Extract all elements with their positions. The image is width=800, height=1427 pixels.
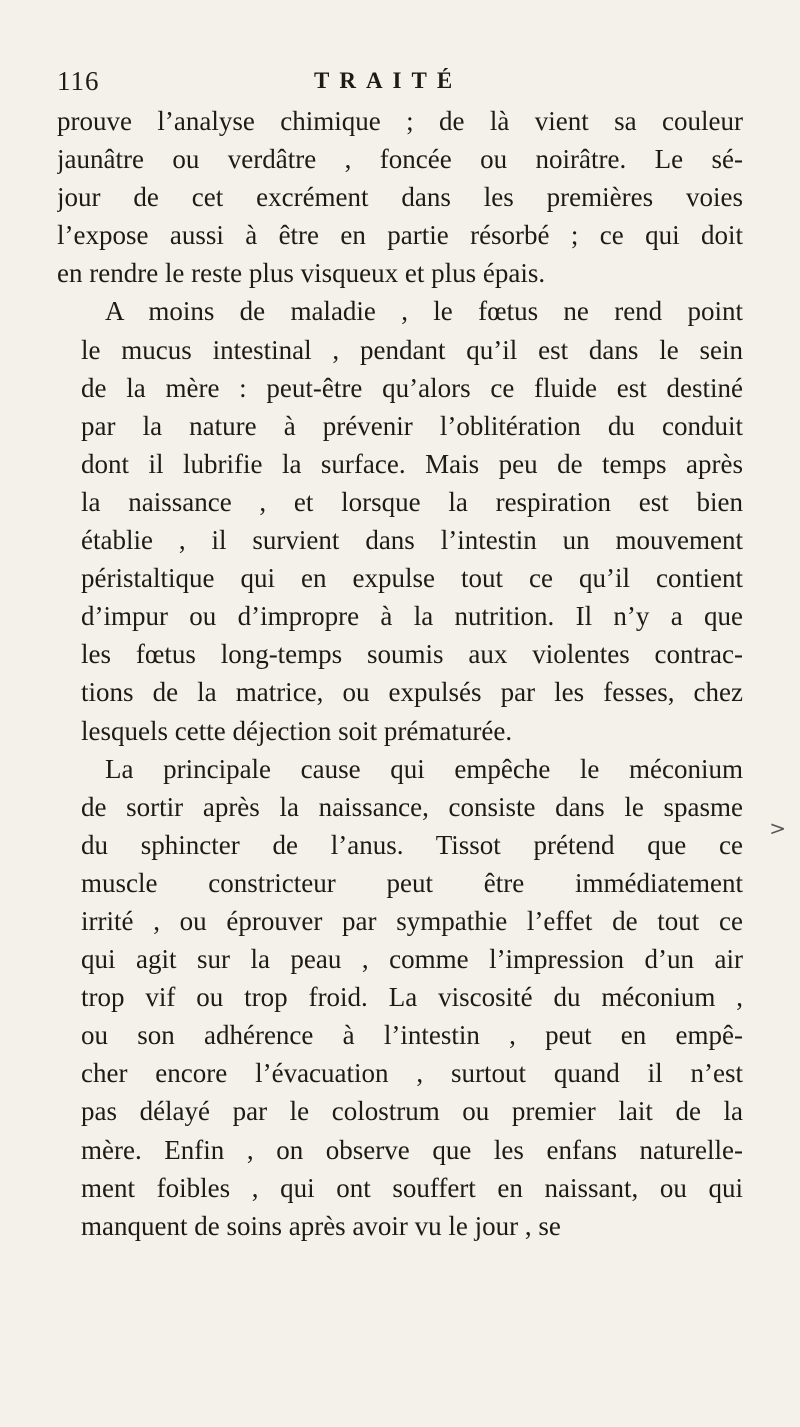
text-line: dont il lubrifie la surface. Mais peu de temps après [81, 448, 743, 479]
paragraph [57, 292, 743, 749]
body-text [57, 102, 743, 1245]
text-line: manquent de soins après avoir vu le jour , se [81, 1210, 561, 1241]
text-line: d’impur ou d’impropre à la nutrition. Il n’y a que [81, 601, 743, 632]
text-line: péristaltique qui en expulse tout ce qu’il contient [81, 563, 743, 594]
text-line: de la mère : peut-être qu’alors ce fluide est destiné [81, 372, 743, 403]
running-head [57, 66, 743, 100]
text-line: de sortir après la naissance, consiste dans le spasme [81, 791, 743, 822]
text-line: A moins de maladie , le fœtus ne rend point [105, 296, 743, 327]
text-line: la naissance , et lorsque la respiration est bien [81, 486, 743, 517]
text-line: cher encore l’évacuation , surtout quand il n’est [81, 1058, 743, 1089]
text-line: prouve l’analyse chimique ; de là vient sa couleur [57, 106, 743, 136]
text-line: tions de la matrice, ou expulsés par les fesses, chez [81, 677, 743, 708]
text-line: ment foibles , qui ont souffert en naissant, ou qui [81, 1172, 743, 1203]
text-line: ou son adhérence à l’intestin , peut en empê- [81, 1020, 743, 1051]
text-line: La principale cause qui empêche le méconium [105, 753, 743, 784]
text-line: le mucus intestinal , pendant qu’il est dans le sein [81, 334, 743, 365]
text-line: pas délayé par le colostrum ou premier lait de la [81, 1096, 743, 1127]
text-line: par la nature à prévenir l’oblitération du conduit [81, 410, 743, 441]
running-title: TRAITÉ [314, 68, 463, 93]
page-number: 116 [57, 66, 100, 96]
text-line: trop vif ou trop froid. La viscosité du méconium , [81, 982, 743, 1013]
text-line: les fœtus long-temps soumis aux violentes contrac- [81, 639, 743, 670]
text-line: jaunâtre ou verdâtre , foncée ou noirâtre. Le sé- [57, 144, 743, 175]
text-line: l’expose aussi à être en partie résorbé ; ce qui doit [57, 220, 743, 251]
text-line: irrité , ou éprouver par sympathie l’effet de tout ce [81, 905, 743, 936]
text-line: du sphincter de l’anus. Tissot prétend que ce [81, 829, 743, 860]
text-line: jour de cet excrément dans les premières voies [57, 182, 743, 213]
margin-mark: > [769, 816, 786, 840]
text-line: mère. Enfin , on observe que les enfans naturelle- [81, 1134, 743, 1165]
text-line: en rendre le reste plus visqueux et plus épais. [57, 258, 546, 289]
text-line: muscle constricteur peut être immédiatement [81, 867, 743, 898]
text-line: qui agit sur la peau , comme l’impression d’un air [81, 944, 743, 975]
text-line: lesquels cette déjection soit prématurée. [81, 715, 513, 746]
text-line: établie , il survient dans l’intestin un mouvement [81, 525, 743, 556]
paragraph [57, 750, 743, 1245]
paragraph [57, 102, 743, 292]
